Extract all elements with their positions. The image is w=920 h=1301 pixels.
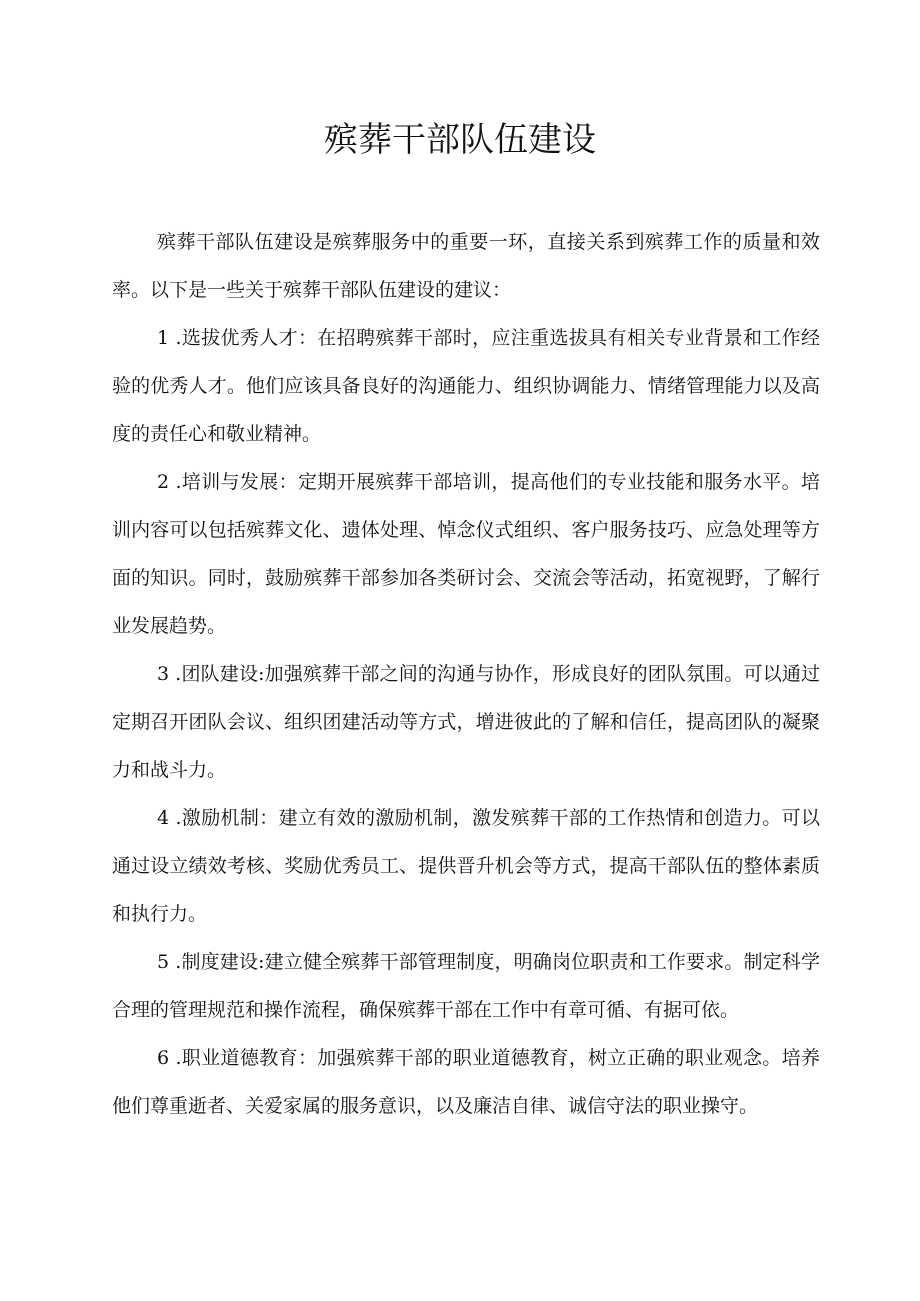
item-text: 制度建设:建立健全殡葬干部管理制度，明确岗位职责和工作要求。制定科学合理的管理规范和操作流程，确保殡葬干部在工作中有章可循、有据可依。 <box>112 951 820 1021</box>
item-paragraph-6 <box>112 1034 820 1130</box>
item-paragraph-4 <box>112 794 820 938</box>
item-number: 4 . <box>157 807 182 829</box>
item-paragraph-1 <box>112 314 820 458</box>
item-text: 职业道德教育：加强殡葬干部的职业道德教育，树立正确的职业观念。培养他们尊重逝者、关爱家属的服务意识，以及廉洁自律、诚信守法的职业操守。 <box>112 1047 820 1117</box>
item-number: 5 . <box>157 951 182 973</box>
item-number: 2 . <box>157 471 182 493</box>
item-paragraph-5 <box>112 938 820 1034</box>
item-number: 6 . <box>157 1047 182 1069</box>
document-body <box>112 218 820 1130</box>
intro-paragraph: 殡葬干部队伍建设是殡葬服务中的重要一环，直接关系到殡葬工作的质量和效率。以下是一些关于殡葬干部队伍建设的建议： <box>112 231 820 301</box>
item-text: 激励机制：建立有效的激励机制，激发殡葬干部的工作热情和创造力。可以通过设立绩效考核、奖励优秀员工、提供晋升机会等方式，提高干部队伍的整体素质和执行力。 <box>112 807 820 925</box>
item-text: 选拔优秀人才：在招聘殡葬干部时，应注重选拔具有相关专业背景和工作经验的优秀人才。他们应该具备良好的沟通能力、组织协调能力、情绪管理能力以及高度的责任心和敬业精神。 <box>112 327 820 445</box>
item-number: 3 . <box>157 663 182 685</box>
document-title: 殡葬干部队伍建设 <box>324 120 596 160</box>
item-paragraph-2 <box>112 458 820 650</box>
item-number: 1 . <box>157 327 182 349</box>
item-paragraph-3 <box>112 650 820 794</box>
item-text: 团队建设:加强殡葬干部之间的沟通与协作，形成良好的团队氛围。可以通过定期召开团队会议、组织团建活动等方式，增进彼此的了解和信任，提高团队的凝聚力和战斗力。 <box>112 663 820 781</box>
item-text: 培训与发展：定期开展殡葬干部培训，提高他们的专业技能和服务水平。培训内容可以包括殡葬文化、遗体处理、悼念仪式组织、客户服务技巧、应急处理等方面的知识。同时，鼓励殡葬干部参加各类研讨会、交流会等活动，拓宽视野，了解行业发展趋势。 <box>112 471 820 637</box>
